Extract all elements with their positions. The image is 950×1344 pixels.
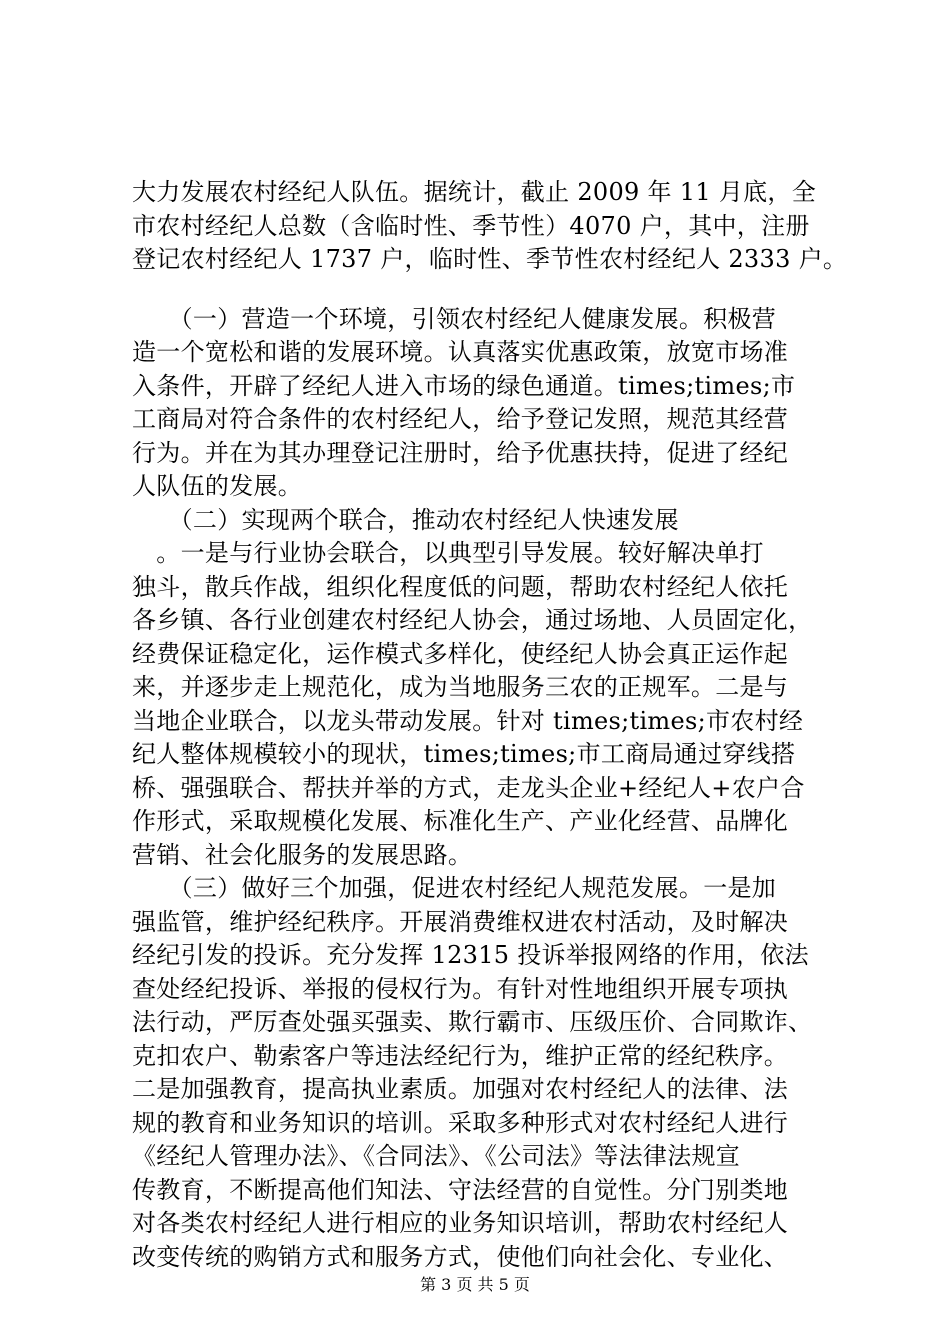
text-line: 营销、社会化服务的发展思路。 — [132, 840, 473, 869]
text-line: 工商局对符合条件的农村经纪人，给予登记发照，规范其经营 — [132, 405, 789, 433]
paragraph-gap — [132, 277, 832, 303]
text-line: 桥、强强联合、帮扶并举的方式，走龙头企业+经纪人+农户合 — [132, 773, 805, 802]
text-line: 大力发展农村经纪人队伍。据统计，截止 2009 年 11 月底，全 — [132, 178, 817, 206]
text-line: 市农村经纪人总数（含临时性、季节性）4070 户，其中，注册 — [132, 211, 810, 240]
text-line: 入条件，开辟了经纪人进入市场的绿色通道。times;times;市 — [132, 371, 796, 400]
text-line: 《经纪人管理办法》、《合同法》、《公司法》等法律法规宣 — [132, 1142, 741, 1170]
document-body — [132, 176, 848, 1274]
page-number-footer: 第 3 页 共 5 页 — [420, 1275, 530, 1294]
text-line: 造一个宽松和谐的发展环境。认真落实优惠政策，放宽市场准 — [132, 338, 789, 366]
text-line: 人队伍的发展。 — [132, 472, 303, 500]
text-line: 改变传统的购销方式和服务方式，使他们向社会化、专业化、 — [132, 1242, 789, 1271]
text-line: 强监管，维护经纪秩序。开展消费维权进农村活动，及时解决 — [132, 907, 789, 936]
text-line: 经费保证稳定化，运作模式多样化，使经纪人协会真正运作起 — [132, 639, 789, 668]
text-line: 纪人整体规模较小的现状，times;times;市工商局通过穿线搭 — [132, 740, 796, 768]
text-line: 当地企业联合，以龙头带动发展。针对 times;times;市农村经 — [132, 706, 804, 735]
text-line: 对各类农村经纪人进行相应的业务知识培训，帮助农村经纪人 — [132, 1209, 789, 1237]
text-line: （一）营造一个环境，引领农村经纪人健康发展。积极营 — [132, 304, 777, 333]
text-line: 行为。并在为其办理登记注册时，给予优惠扶持，促进了经纪 — [132, 438, 789, 467]
text-line: 克扣农户、勒索客户等违法经纪行为，维护正常的经纪秩序。 — [132, 1041, 789, 1070]
text-line: 独斗，散兵作战，组织化程度低的问题，帮助农村经纪人依托 — [132, 572, 789, 601]
text-line: （二）实现两个联合，推动农村经纪人快速发展 — [132, 505, 679, 534]
text-line: 规的教育和业务知识的培训。采取多种形式对农村经纪人进行 — [132, 1108, 789, 1137]
text-line: 来，并逐步走上规范化，成为当地服务三农的正规军。二是与 — [132, 673, 789, 701]
text-line: 各乡镇、各行业创建农村经纪人协会，通过场地、人员固定化， — [132, 606, 813, 634]
text-line: 。一是与行业协会联合，以典型引导发展。较好解决单打 — [132, 539, 764, 567]
text-line: 法行动，严厉查处强买强卖、欺行霸市、压级压价、合同欺诈、 — [132, 1008, 813, 1036]
text-line: （三）做好三个加强，促进农村经纪人规范发展。一是加 — [132, 874, 777, 902]
text-line: 登记农村经纪人 1737 户，临时性、季节性农村经纪人 2333 户。 — [132, 245, 848, 273]
text-line: 作形式，采取规模化发展、标准化生产、产业化经营、品牌化 — [132, 807, 789, 835]
text-line: 二是加强教育，提高执业素质。加强对农村经纪人的法律、法 — [132, 1075, 789, 1103]
text-line: 查处经纪投诉、举报的侵权行为。有针对性地组织开展专项执 — [132, 974, 789, 1003]
text-line: 传教育，不断提高他们知法、守法经营的自觉性。分门别类地 — [132, 1175, 789, 1204]
text-line: 经纪引发的投诉。充分发挥 12315 投诉举报网络的作用，依法 — [132, 941, 809, 969]
